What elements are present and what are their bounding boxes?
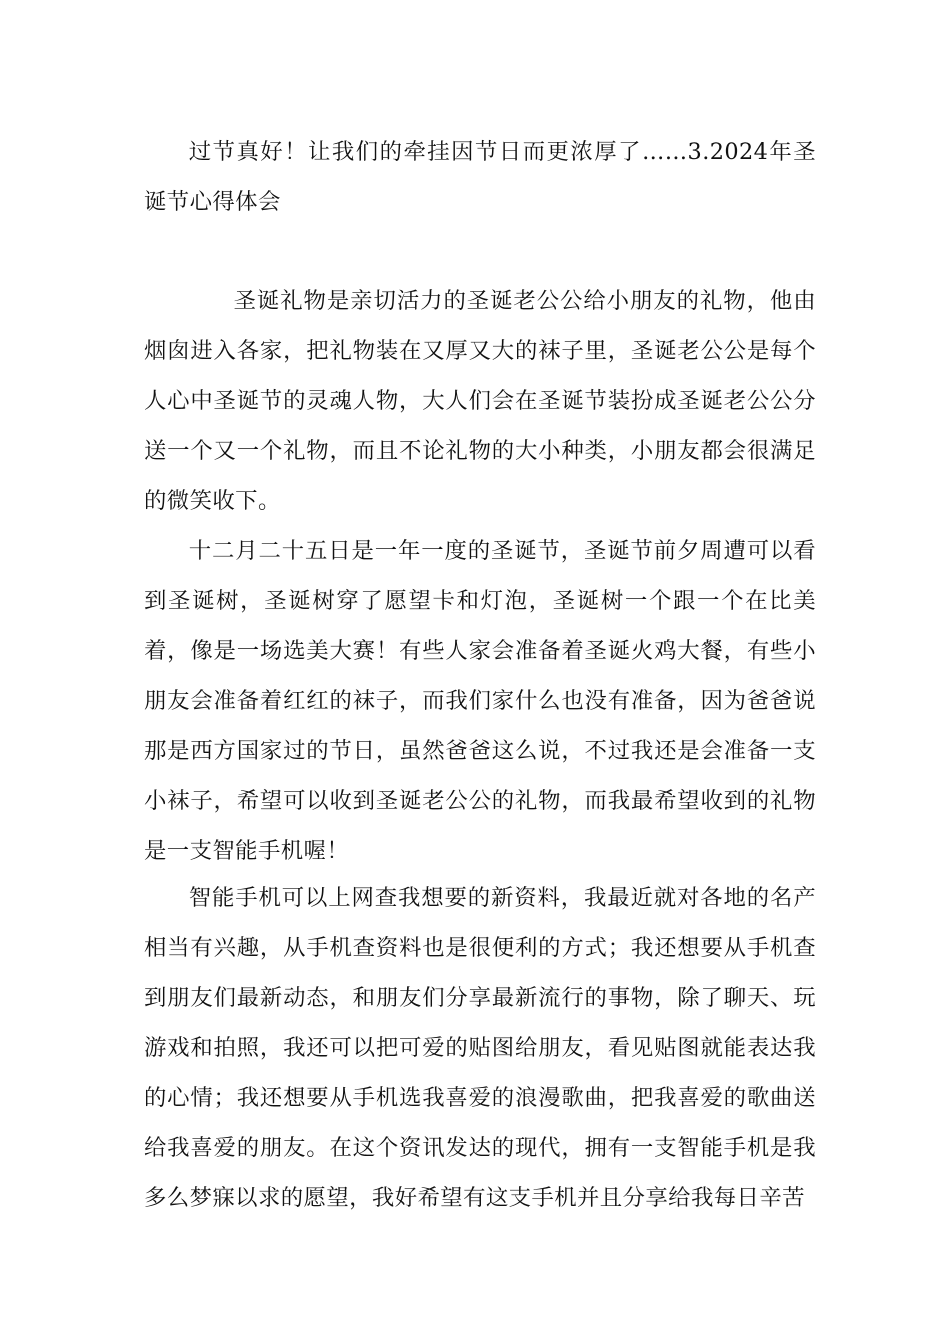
paragraph-1 (144, 276, 816, 526)
paragraph-2-text: 十二月二十五日是一年一度的圣诞节，圣诞节前夕周遭可以看到圣诞树，圣诞树穿了愿望卡和灯泡，圣诞树一个跟一个在比美着，像是一场选美大赛！有些人家会准备着圣诞火鸡大餐，有些小朋友会准备着红红的袜子，而我们家什么也没有准备，因为爸爸说那是西方国家过的节日，虽然爸爸这么说，不过我还是会准备一支小袜子，希望可以收到圣诞老公公的礼物，而我最希望收到的礼物是一支智能手机喔！ (144, 538, 816, 864)
paragraph-3 (144, 873, 816, 1223)
paragraph-3-text: 智能手机可以上网查我想要的新资料，我最近就对各地的名产相当有兴趣，从手机查资料也是很便利的方式；我还想要从手机查到朋友们最新动态，和朋友们分享最新流行的事物，除了聊天、玩游戏和拍照，我还可以把可爱的贴图给朋友，看见贴图就能表达我的心情；我还想要从手机选我喜爱的浪漫歌曲，把我喜爱的歌曲送给我喜爱的朋友。在这个资讯发达的现代，拥有一支智能手机是我多么梦寐以求的愿望，我好希望有这支手机并且分享给我每日辛苦 (144, 885, 816, 1211)
intro-text: 过节真好！让我们的牵挂因节日而更浓厚了……3.2024年圣诞节心得体会 (144, 139, 816, 215)
paragraph-2 (144, 526, 816, 876)
intro-paragraph (144, 127, 816, 227)
paragraph-1-text: 圣诞礼物是亲切活力的圣诞老公公给小朋友的礼物，他由烟囱进入各家，把礼物装在又厚又大的袜子里，圣诞老公公是每个人心中圣诞节的灵魂人物，大人们会在圣诞节装扮成圣诞老公公分送一个又一个礼物，而且不论礼物的大小种类，小朋友都会很满足的微笑收下。 (144, 288, 816, 514)
